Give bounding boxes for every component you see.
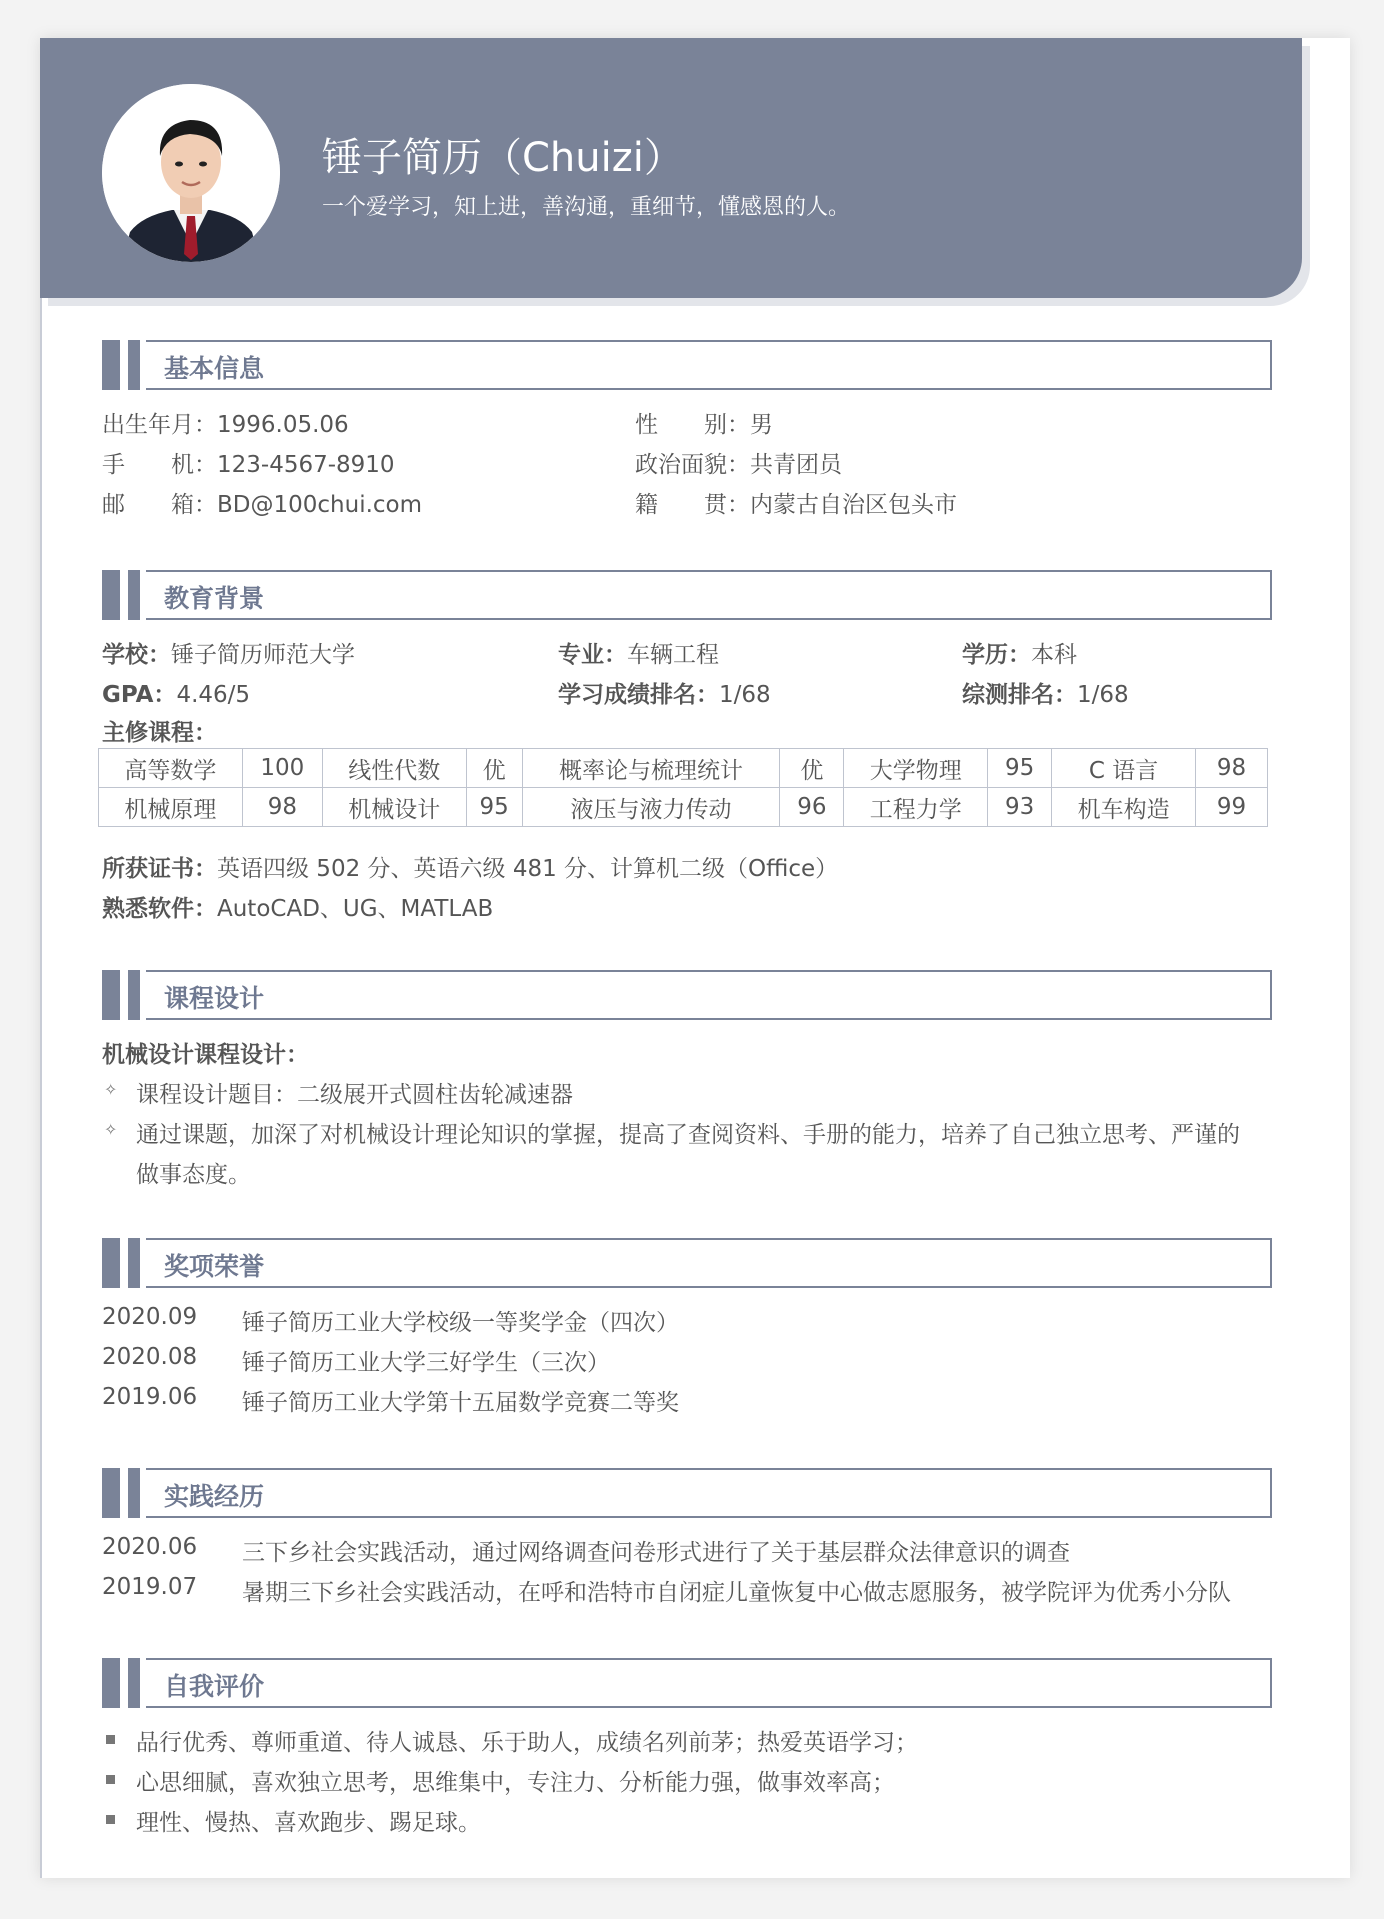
section-header-box <box>146 340 1272 390</box>
design-item: 课程设计题目：二级展开式圆柱齿轮减速器 <box>136 1082 573 1108</box>
section-bar <box>102 1238 120 1288</box>
design-item-continued: 做事态度。 <box>136 1162 251 1188</box>
section-bar <box>128 570 140 620</box>
course-score: 100 <box>242 749 322 788</box>
section-bar <box>128 1238 140 1288</box>
section-bar <box>128 970 140 1020</box>
course-name: 机车构造 <box>1052 788 1196 827</box>
resume-motto: 一个爱学习，知上进，善沟通，重细节，懂感恩的人。 <box>322 195 851 220</box>
section-bar <box>102 1468 120 1518</box>
section-title: 奖项荣誉 <box>164 1252 265 1281</box>
section-bar <box>128 1658 140 1708</box>
section-awards <box>102 1238 1272 1288</box>
diamond-bullet-icon: ✧ <box>104 1120 118 1139</box>
course-score: 98 <box>242 788 322 827</box>
course-score: 95 <box>466 788 522 827</box>
self-item: 理性、慢热、喜欢跑步、踢足球。 <box>136 1810 481 1836</box>
edu-gpa: GPA：4.46/5 <box>102 682 251 708</box>
square-bullet-icon <box>106 1735 115 1744</box>
square-bullet-icon <box>106 1815 115 1824</box>
award-text: 锤子简历工业大学第十五届数学竞赛二等奖 <box>242 1390 679 1416</box>
table-row <box>99 788 1268 827</box>
award-date: 2019.06 <box>102 1384 198 1410</box>
section-bar <box>128 340 140 390</box>
course-score: 93 <box>988 788 1052 827</box>
award-text: 锤子简历工业大学校级一等奖学金（四次） <box>242 1310 679 1336</box>
course-name: 高等数学 <box>99 749 243 788</box>
course-score: 99 <box>1196 788 1268 827</box>
edu-rank: 学习成绩排名：1/68 <box>558 682 771 708</box>
section-bar <box>102 570 120 620</box>
section-bar <box>128 1468 140 1518</box>
award-date: 2020.08 <box>102 1344 198 1370</box>
practice-date: 2020.06 <box>102 1534 198 1560</box>
section-basic-info <box>102 340 1272 390</box>
info-phone: 手 机：123-4567-8910 <box>102 452 395 478</box>
course-score: 98 <box>1196 749 1268 788</box>
edu-software: 熟悉软件：AutoCAD、UG、MATLAB <box>102 896 494 922</box>
edu-major: 专业：车辆工程 <box>558 642 719 668</box>
course-name: 概率论与梳理统计 <box>522 749 780 788</box>
section-bar <box>102 340 120 390</box>
section-title: 基本信息 <box>164 354 265 383</box>
section-header-box <box>146 1658 1272 1708</box>
award-date: 2020.09 <box>102 1304 198 1330</box>
course-name: 机械原理 <box>99 788 243 827</box>
section-bar <box>102 970 120 1020</box>
award-text: 锤子简历工业大学三好学生（三次） <box>242 1350 610 1376</box>
table-row <box>99 749 1268 788</box>
design-item: 通过课题，加深了对机械设计理论知识的掌握，提高了查阅资料、手册的能力，培养了自己独立思考、严谨的 <box>136 1122 1240 1148</box>
info-email: 邮 箱：BD@100chui.com <box>102 492 423 518</box>
edu-courses-label: 主修课程： <box>102 720 217 746</box>
course-score: 96 <box>780 788 844 827</box>
course-name: 工程力学 <box>844 788 988 827</box>
section-header-box <box>146 1238 1272 1288</box>
section-education <box>102 570 1272 620</box>
edu-certificates: 所获证书：英语四级 502 分、英语六级 481 分、计算机二级（Office） <box>102 856 839 882</box>
section-self-evaluation <box>102 1658 1272 1708</box>
info-birth: 出生年月：1996.05.06 <box>102 412 349 438</box>
section-title: 教育背景 <box>164 584 265 613</box>
resume-page <box>40 38 1350 1878</box>
course-name: 线性代数 <box>322 749 466 788</box>
practice-text: 三下乡社会实践活动，通过网络调查问卷形式进行了关于基层群众法律意识的调查 <box>242 1540 1070 1566</box>
design-subtitle: 机械设计课程设计： <box>102 1042 309 1068</box>
course-name: 机械设计 <box>322 788 466 827</box>
section-header-box <box>146 970 1272 1020</box>
info-gender: 性 别：男 <box>635 412 773 438</box>
edu-school: 学校：锤子简历师范大学 <box>102 642 355 668</box>
profile-photo <box>102 84 280 262</box>
section-bar <box>102 1658 120 1708</box>
self-item: 品行优秀、尊师重道、待人诚恳、乐于助人，成绩名列前茅；热爱英语学习； <box>136 1730 918 1756</box>
square-bullet-icon <box>106 1775 115 1784</box>
practice-text: 暑期三下乡社会实践活动，在呼和浩特市自闭症儿童恢复中心做志愿服务，被学院评为优秀小分队 <box>242 1580 1231 1606</box>
practice-date: 2019.07 <box>102 1574 198 1600</box>
course-name: 大学物理 <box>844 749 988 788</box>
section-title: 课程设计 <box>164 984 265 1013</box>
course-name: 液压与液力传动 <box>522 788 780 827</box>
edu-comp-rank: 综测排名：1/68 <box>962 682 1129 708</box>
section-title: 实践经历 <box>164 1482 265 1511</box>
section-course-design <box>102 970 1272 1020</box>
course-table <box>98 748 1268 827</box>
info-hometown: 籍 贯：内蒙古自治区包头市 <box>635 492 957 518</box>
resume-name: 锤子简历（Chuizi） <box>322 135 684 181</box>
page-left-edge <box>40 38 42 1878</box>
course-score: 优 <box>466 749 522 788</box>
edu-degree: 学历：本科 <box>962 642 1077 668</box>
section-header-box <box>146 570 1272 620</box>
info-politics: 政治面貌：共青团员 <box>635 452 842 478</box>
course-score: 优 <box>780 749 844 788</box>
section-title: 自我评价 <box>164 1672 265 1701</box>
section-practice <box>102 1468 1272 1518</box>
diamond-bullet-icon: ✧ <box>104 1080 118 1099</box>
section-header-box <box>146 1468 1272 1518</box>
self-item: 心思细腻，喜欢独立思考，思维集中，专注力、分析能力强，做事效率高； <box>136 1770 895 1796</box>
course-score: 95 <box>988 749 1052 788</box>
course-name: C 语言 <box>1052 749 1196 788</box>
resume-header <box>40 38 1302 298</box>
